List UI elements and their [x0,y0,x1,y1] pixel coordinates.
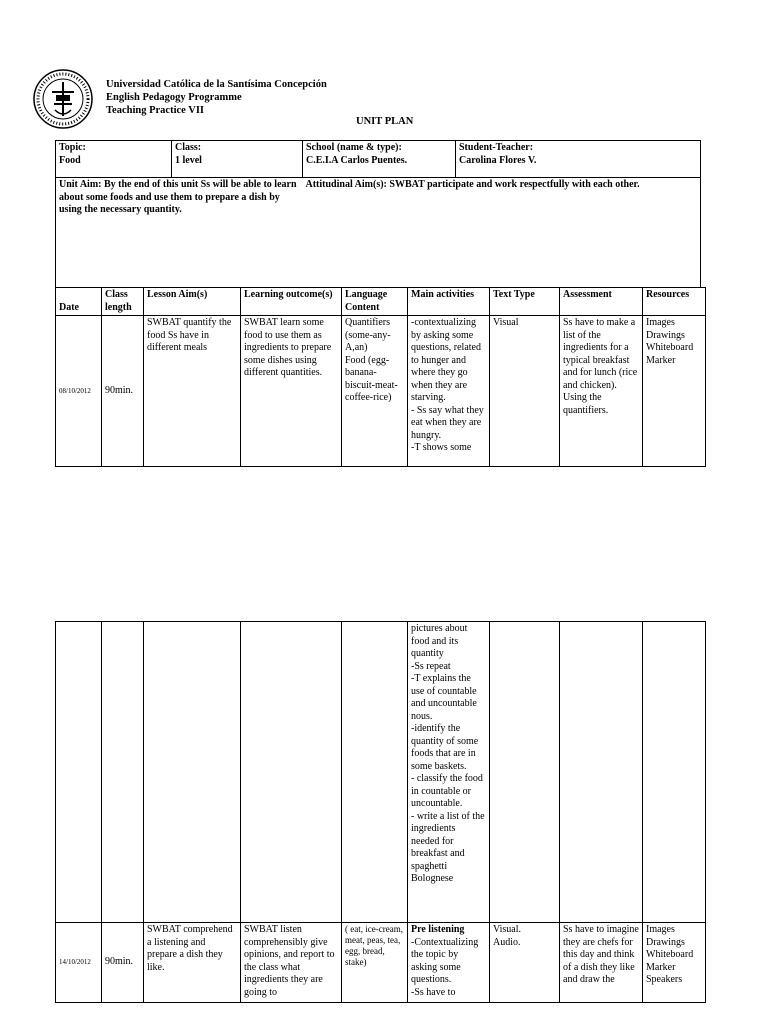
row-language-content: ( eat, ice-cream, meat, peas, tea, egg, bread, stake) [342,923,408,1003]
table-row [56,622,706,923]
col-text-type: Text Type [490,288,560,316]
col-lesson-aims: Lesson Aim(s) [144,288,241,316]
class-label: Class: [175,142,202,153]
class-cell [172,141,303,178]
row-learning-outcomes: SWBAT listen comprehensibly give opinions, and report to the class what ingredients they are going to [241,923,342,1003]
row-date: 14/10/2012 [56,923,102,1003]
col-language-content: Language Content [342,288,408,316]
row-class-length: 90min. [102,923,144,1003]
row-text-type: Visual. Audio. [490,923,560,1003]
teacher-cell [456,141,701,178]
university-seal-logo [28,68,98,130]
col-date: Date [56,288,102,316]
topic-cell [56,141,172,178]
unit-aim: Unit Aim: By the end of this unit Ss will be able to learn about some foods and use them to prepare a dish by using the necessary quantity. [56,178,303,288]
col-learning-outcomes: Learning outcome(s) [241,288,342,316]
row-learning-outcomes: SWBAT learn some food to use them as ingredients to prepare some dishes using different quantities. [241,316,342,467]
teacher-label: Student-Teacher: [459,142,534,153]
col-assessment: Assessment [560,288,643,316]
row-language-content: Quantifiers (some-any-A,an) Food (egg-banana-biscuit-meat-coffee-rice) [342,316,408,467]
col-class-length: Class length [102,288,144,316]
row-lesson-aims: SWBAT quantify the food Ss have in different meals [144,316,241,467]
row-main-activities-cell [408,923,490,1003]
table-row [56,316,706,467]
row-main-activities: -Contextualizing the topic by asking some questions. -Ss have to [411,936,479,998]
lesson-plan-table-continued [55,621,706,1003]
row-lesson-aims: SWBAT comprehend a listening and prepare a dish they like. [144,923,241,1003]
col-resources: Resources [643,288,706,316]
row-class-length: 90min. [102,316,144,467]
school-cell [303,141,456,178]
row-main-activities: -contextualizing by asking some questions, related to hunger and where they go when they are starving. - Ss say what they eat when they are hungry. -T shows some [408,316,490,467]
lesson-plan-table [55,287,706,467]
table-row [56,923,706,1003]
row-text-type: Visual [490,316,560,467]
topic-label: Topic: [59,142,86,153]
topic-value: Food [59,154,81,166]
col-main-activities: Main activities [408,288,490,316]
main-activities-heading: Pre listening [411,924,465,935]
page-title: UNIT PLAN [356,116,414,127]
class-value: 1 level [175,154,202,166]
row-date: 08/10/2012 [56,316,102,467]
course-name: Teaching Practice VII [106,105,204,116]
university-name: Universidad Católica de la Santísima Concepción [106,79,327,90]
school-label: School (name & type): [306,142,402,153]
unit-info-table [55,140,701,288]
row-resources: Images Drawings Whiteboard Marker Speakers [643,923,706,1003]
row-resources: Images Drawings Whiteboard Marker [643,316,706,467]
attitudinal-aim: Attitudinal Aim(s): SWBAT participate and work respectfully with each other. [303,178,701,288]
row-main-activities: pictures about food and its quantity -Ss repeat -T explains the use of countable and uncountable nous. -identify the quantity of some foods that are in some baskets. - classify the food in countable or uncountable. - write a list of the ingredients needed for breakfast and spaghetti Bolognese [408,622,490,923]
row-assessment: Ss have to imagine they are chefs for this day and think of a dish they like and draw the [560,923,643,1003]
school-value: C.E.I.A Carlos Puentes. [306,154,408,166]
programme-name: English Pedagogy Programme [106,92,242,103]
teacher-value: Carolina Flores V. [459,154,537,166]
document-header [106,78,327,117]
row-assessment: Ss have to make a list of the ingredients for a typical breakfast and for lunch (rice and chicken). Using the quantifiers. [560,316,643,467]
